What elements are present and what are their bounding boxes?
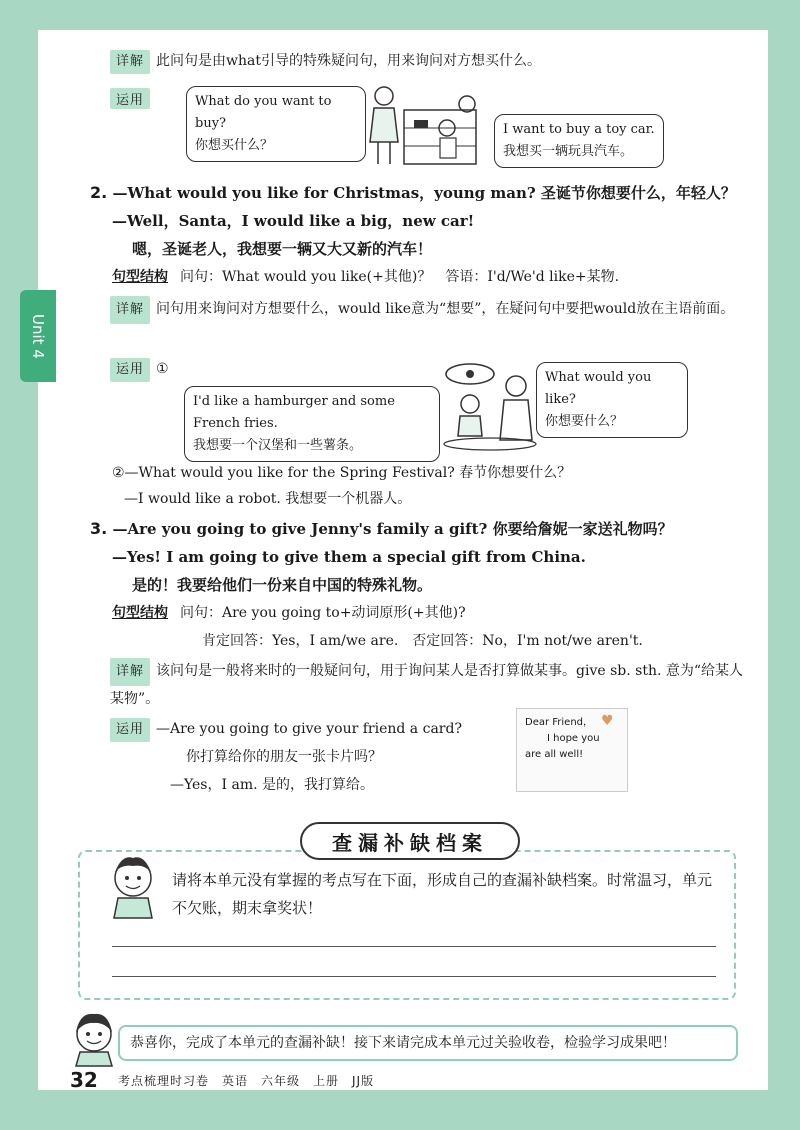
greeting-card [516,708,628,792]
frame-left [0,0,38,1130]
s3-structure-a: 肯定回答：Yes，I am/we are. 否定回答：No，I'm not/we aren't. [202,633,643,649]
detail-tag: 详解 [110,50,150,74]
s2-usage-row [110,358,169,382]
restaurant-illustration [440,358,540,452]
s1-bubble-right-en: I want to buy a toy car. [503,122,655,137]
usage-tag: 运用 [110,358,150,382]
s1-bubble-left-en: What do you want to buy? [195,94,332,131]
boy-avatar-icon [104,850,162,920]
structure-tag: 句型结构 [112,269,168,285]
s3-detail-row [110,658,746,712]
s3-q-cn: 你要给詹妮一家送礼物吗？ [492,520,673,538]
frame-top [0,0,800,30]
s3-usage-q-en: —Are you going to give your friend a card? [156,721,462,737]
s2-number: 2. [90,183,108,202]
s3-usage-a: —Yes，I am. 是的，我打算给。 [170,777,374,793]
s3-q-en: —Are you going to give Jenny's family a gift? [112,520,488,538]
s3-structure-q: 问句：Are you going to+动词原形(+其他)? [180,605,466,621]
s3-usage-q-cn: 你打算给你的朋友一张卡片吗？ [186,749,382,765]
s2-structure-row [112,266,752,288]
s2-bubble-left-en: I'd like a hamburger and some French fries. [193,394,395,431]
s1-bubble-left-cn: 你想买什么？ [195,138,274,153]
s1-detail-text: 此问句是由what引导的特殊疑问句，用来询问对方想买什么。 [156,53,541,69]
s2-bubble-right-cn: 你想要什么？ [545,414,624,429]
s2-bubble-left [184,386,440,462]
s1-detail-row [110,50,750,74]
heart-icon: ♥ [601,713,614,729]
congrats-bar: 恭喜你，完成了本单元的查漏补缺！接下来请完成本单元过关验收卷，检验学习成果吧！ [118,1025,738,1061]
s3-detail-text: 该问句是一般将来时的一般疑问句，用于询问某人是否打算做某事。give sb. sth. 意为“给某人某物”。 [110,663,744,707]
girl-avatar-icon [66,1006,122,1068]
s2-answer-en: —Well，Santa，I would like a big，new car! [112,212,475,230]
review-title: 查漏补缺档案 [300,822,520,860]
detail-tag: 详解 [110,658,150,686]
s2-answer-cn: 嗯，圣诞老人，我想要一辆又大又新的汽车！ [132,240,433,258]
s2-bubble-right [536,362,688,438]
s3-question [90,516,750,542]
s2-structure-text: 问句：What would you like(+其他)？ 答语：I'd/We'd like+某物. [180,269,620,285]
shop-illustration [362,80,497,168]
footer-text: 考点梳理时习卷 英语 六年级 上册 JJ版 [118,1074,375,1088]
card-line-3: are all well! [525,749,584,760]
s2-detail-row [110,296,746,324]
s2-q-en: —What would you like for Christmas，young man? [112,184,536,202]
detail-tag: 详解 [110,296,150,324]
s2-example2-q: ②—What would you like for the Spring Festival? 春节你想要什么？ [112,465,572,481]
s2-q-cn: 圣诞节你想要什么，年轻人？ [540,184,736,202]
s2-example2-a: —I would like a robot. 我想要一个机器人。 [124,491,412,507]
s1-usage-tag-wrap [110,88,156,109]
frame-bottom [0,1090,800,1130]
s3-answer-en: —Yes! I am going to give them a special gift from China. [112,548,586,566]
page-number: 32 [70,1068,98,1092]
s3-number: 3. [90,519,108,538]
usage-tag: 运用 [110,88,150,109]
card-line-1: Dear Friend， [525,717,594,728]
s2-usage-num: ① [156,361,169,377]
s3-usage-row [110,718,510,742]
s2-bubble-left-cn: 我想要一个汉堡和一些薯条。 [193,438,363,453]
review-instruction: 请将本单元没有掌握的考点写在下面，形成自己的查漏补缺档案。时常温习，单元不欠账，期末拿奖状！ [172,871,713,917]
s1-bubble-left [186,86,366,162]
structure-tag: 句型结构 [112,605,168,621]
s2-detail-text: 问句用来询问对方想要什么，would like意为“想要”，在疑问句中要把would放在主语前面。 [156,301,735,317]
s2-bubble-right-en: What would you like? [545,370,652,407]
s3-answer-cn: 是的！我要给他们一份来自中国的特殊礼物。 [132,576,433,594]
frame-right [768,0,800,1130]
answer-line-2[interactable] [112,976,716,977]
s1-bubble-right [494,114,664,168]
s3-structure-row [112,602,752,624]
s1-bubble-right-cn: 我想买一辆玩具汽车。 [503,144,634,159]
s2-question [90,180,750,206]
usage-tag: 运用 [110,718,150,742]
answer-line-1[interactable] [112,946,716,947]
unit-tab[interactable]: Unit 4 [20,290,56,382]
card-line-2: I hope you [547,733,600,744]
